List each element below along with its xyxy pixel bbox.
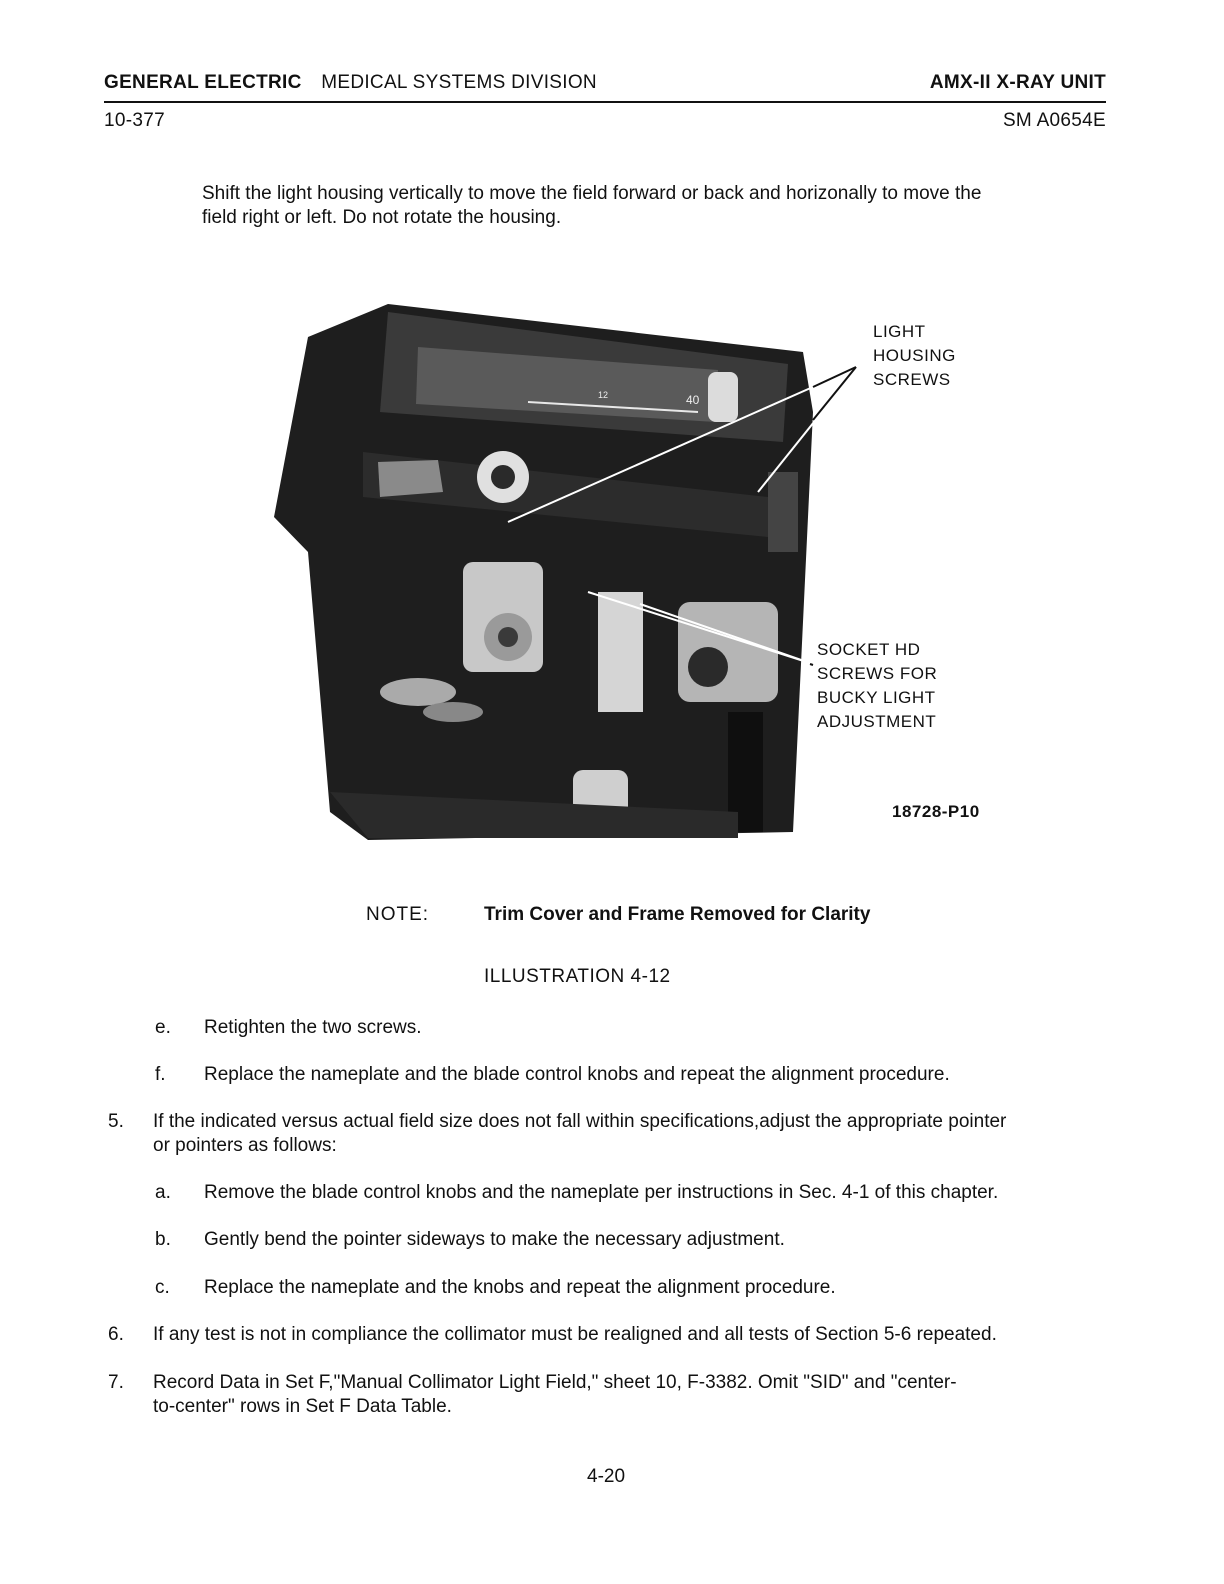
photo-digits-40: 40 [686,393,700,407]
substep-b-marker: b. [155,1229,171,1250]
step-e-marker: e. [155,1017,171,1038]
callout-socket-screws [817,638,937,734]
page-number: 4-20 [587,1466,626,1487]
step-f-text: Replace the nameplate and the blade control knobs and repeat the alignment procedure. [204,1064,950,1085]
callout-light-line-3: SCREWS [873,370,951,389]
callout-light-line-2: HOUSING [873,346,956,365]
illustration-caption: ILLUSTRATION 4-12 [484,966,671,987]
step-f-marker: f. [155,1064,166,1085]
company-name: GENERAL ELECTRIC [104,72,302,93]
substep-a-text: Remove the blade control knobs and the nameplate per instructions in Sec. 4-1 of this chapter. [204,1182,999,1203]
item-5-line-2: or pointers as follows: [153,1135,337,1156]
item-7-line-1: Record Data in Set F,"Manual Collimator Light Field," sheet 10, F-3382. Omit "SID" and "center- [153,1372,957,1393]
division-name: MEDICAL SYSTEMS DIVISION [321,72,597,93]
callout-socket-line-3: BUCKY LIGHT [817,688,936,707]
callout-socket-line-4: ADJUSTMENT [817,712,937,731]
step-e-text: Retighten the two screws. [204,1017,422,1038]
manual-code: SM A0654E [1002,110,1106,131]
substep-c-text: Replace the nameplate and the knobs and repeat the alignment procedure. [204,1277,836,1298]
substep-c-marker: c. [155,1277,170,1298]
product-name: AMX-II X-RAY UNIT [929,72,1106,93]
callout-socket-line-2: SCREWS FOR [817,664,938,683]
photo-digits-12: 12 [598,390,609,400]
callout-light-housing [873,320,956,392]
substep-a-marker: a. [155,1182,171,1203]
callout-socket-line-1: SOCKET HD [817,640,921,659]
callout-light-line-1: LIGHT [873,322,926,341]
item-5-line-1: If the indicated versus actual field size does not fall within specifications,adjust the appropriate pointer [153,1111,1007,1132]
photo-id: 18728-P10 [892,802,980,821]
intro-line-2: field right or left. Do not rotate the housing. [202,207,562,228]
intro-line-1: Shift the light housing vertically to move the field forward or back and horizonally to move the [202,183,982,204]
item-6-marker: 6. [108,1324,124,1345]
item-7-line-2: to-center" rows in Set F Data Table. [153,1396,452,1417]
item-6-text: If any test is not in compliance the collimator must be realigned and all tests of Section 5-6 repeated. [153,1324,997,1345]
item-5-marker: 5. [108,1111,124,1132]
note-label: NOTE: [366,904,430,925]
item-7-marker: 7. [108,1372,124,1393]
doc-number: 10-377 [104,110,165,131]
substep-b-text: Gently bend the pointer sideways to make the necessary adjustment. [204,1229,785,1250]
note-text: Trim Cover and Frame Removed for Clarity [484,904,871,925]
